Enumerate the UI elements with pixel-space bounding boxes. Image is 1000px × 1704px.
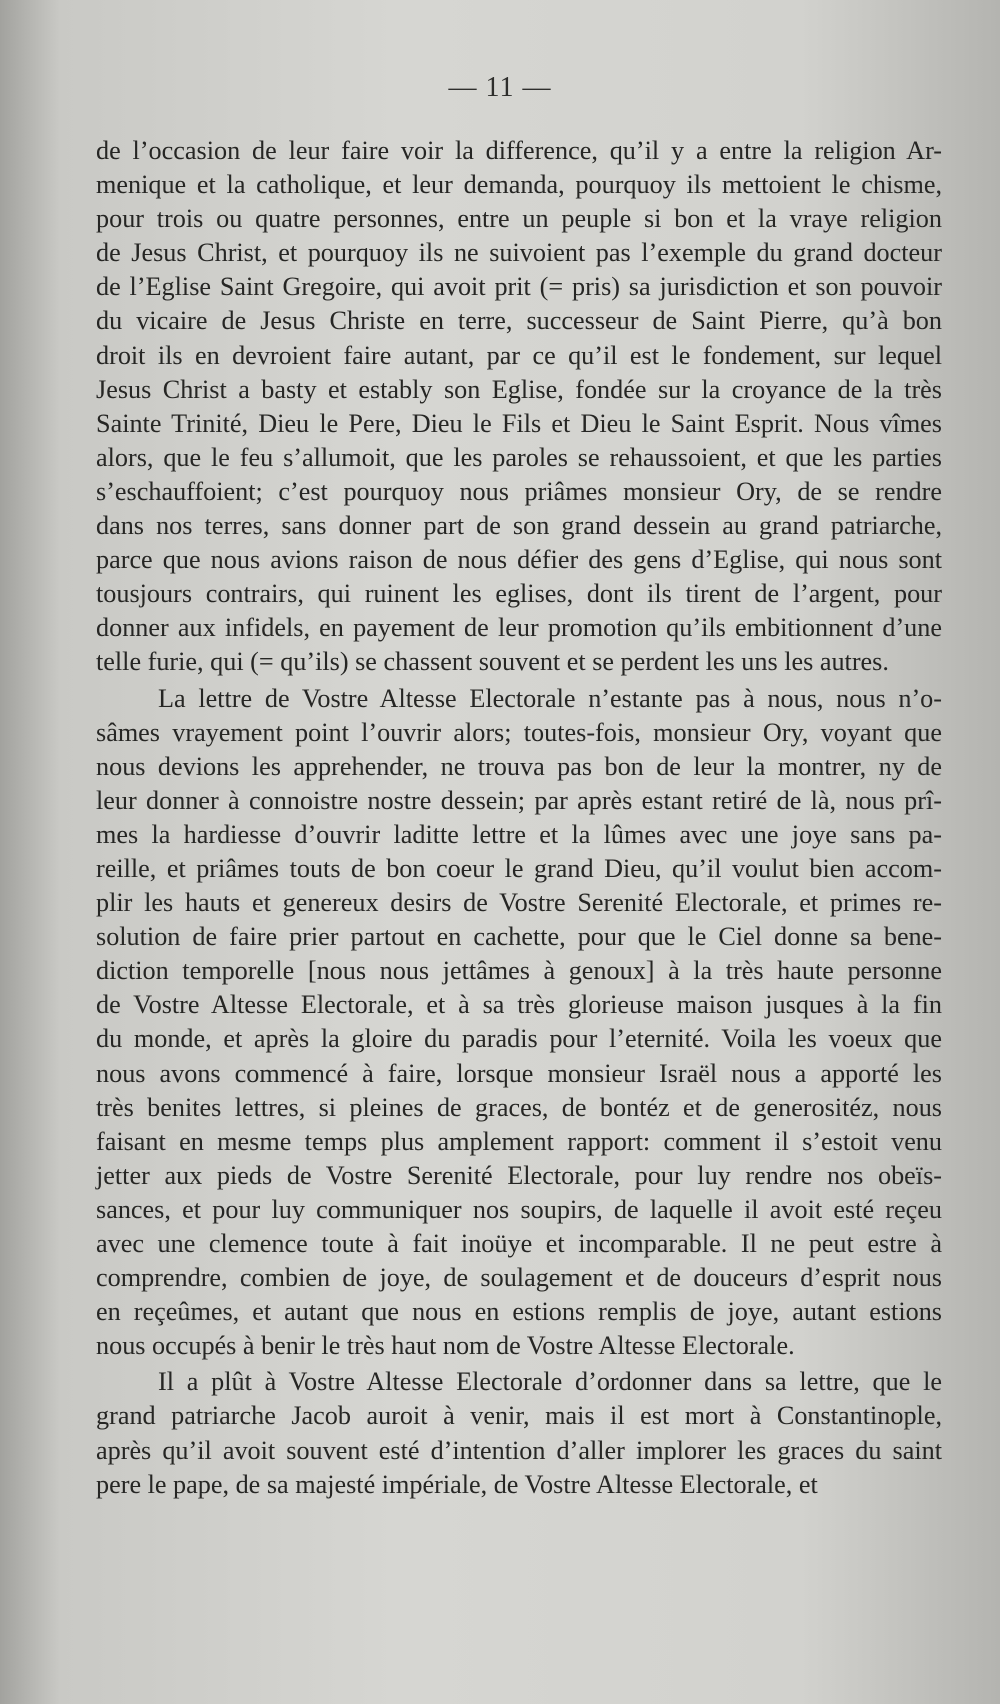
text-line: alors, que le feu s’allumoit, que les paroles se rehaussoient, et que les parties xyxy=(96,442,942,472)
body-text xyxy=(96,134,942,1502)
text-line: nous occupés à benir le très haut nom de Vostre Altesse Electorale. xyxy=(96,1331,795,1361)
text-line: droit ils en devroient faire autant, par ce qu’il est le fondement, sur lequel xyxy=(96,340,942,370)
text-line: du monde, et après la gloire du paradis pour l’eternité. Voila les voeux que xyxy=(96,1024,942,1054)
text-line: pere le pape, de sa majesté impériale, de Vostre Altesse Electorale, et xyxy=(96,1469,818,1499)
text-line: sances, et pour luy communiquer nos soupirs, de laquelle il avoit esté reçeu xyxy=(96,1194,942,1224)
text-line: menique et la catholique, et leur demanda, pourquoy ils mettoient le chisme, xyxy=(96,170,942,200)
paragraph xyxy=(96,1365,942,1501)
text-line: plir les hauts et genereux desirs de Vostre Serenité Electorale, et primes re- xyxy=(96,888,942,918)
text-line: nous devions les apprehender, ne trouva pas bon de leur la montrer, ny de xyxy=(96,751,942,781)
text-line: Sainte Trinité, Dieu le Pere, Dieu le Fils et Dieu le Saint Esprit. Nous vîmes xyxy=(96,408,942,438)
text-line: pour trois ou quatre personnes, entre un peuple si bon et la vraye religion xyxy=(96,204,942,234)
text-line: solution de faire prier partout en cachette, pour que le Ciel donne sa bene- xyxy=(96,922,942,952)
text-line: de l’occasion de leur faire voir la difference, qu’il y a entre la religion Ar- xyxy=(96,136,942,165)
text-line: avec une clemence toute à fait inoüye et incomparable. Il ne peut estre à xyxy=(96,1229,942,1258)
text-line: sâmes vrayement point l’ouvrir alors; toutes-fois, monsieur Ory, voyant que xyxy=(96,717,942,747)
text-line: de Vostre Altesse Electorale, et à sa très glorieuse maison jusques à la fin xyxy=(96,990,942,1020)
text-line: telle furie, qui (= qu’ils) se chassent souvent et se perdent les uns les autres. xyxy=(96,647,889,677)
text-line: tousjours contrairs, qui ruinent les eglises, dont ils tirent de l’argent, pour xyxy=(96,579,942,609)
text-line: donner aux infidels, en payement de leur promotion qu’ils embitionnent d’une xyxy=(96,613,942,643)
text-line: grand patriarche Jacob auroit à venir, mais il est mort à Constantinople, xyxy=(96,1401,942,1431)
paragraph xyxy=(96,134,942,680)
text-line: parce que nous avions raison de nous défier des gens d’Eglise, qui nous sont xyxy=(96,545,942,575)
paragraph xyxy=(96,682,942,1364)
text-line: Il a plût à Vostre Altesse Electorale d’ordonner dans sa lettre, que le xyxy=(158,1367,942,1397)
text-line: diction temporelle [nous nous jettâmes à genoux] à la très haute personne xyxy=(96,956,942,986)
text-line: très benites lettres, si pleines de graces, de bontéz et de generositéz, nous xyxy=(96,1092,942,1122)
text-line: nous avons commencé à faire, lorsque monsieur Israël nous a apporté les xyxy=(96,1058,942,1088)
text-line: du vicaire de Jesus Christe en terre, successeur de Saint Pierre, qu’à bon xyxy=(96,306,942,336)
text-line: comprendre, combien de joye, de soulagement et de douceurs d’esprit nous xyxy=(96,1263,942,1293)
text-line: faisant en mesme temps plus amplement rapport: comment il s’estoit venu xyxy=(96,1126,942,1156)
text-line: mes la hardiesse d’ouvrir laditte lettre et la lûmes avec une joye sans pa- xyxy=(96,819,942,849)
page-number: — 11 — xyxy=(448,72,552,103)
text-line: leur donner à connoistre nostre dessein; par après estant retiré de là, nous prî- xyxy=(96,785,942,815)
text-line: La lettre de Vostre Altesse Electorale n’estante pas à nous, nous n’o- xyxy=(158,683,942,713)
text-line: de l’Eglise Saint Gregoire, qui avoit prit (= pris) sa jurisdiction et son pouvoir xyxy=(96,272,942,302)
text-line: en reçeûmes, et autant que nous en estions remplis de joye, autant estions xyxy=(96,1297,942,1327)
text-line: de Jesus Christ, et pourquoy ils ne suivoient pas l’exemple du grand docteur xyxy=(96,238,942,268)
text-line: dans nos terres, sans donner part de son grand dessein au grand patriarche, xyxy=(96,511,942,541)
text-line: jetter aux pieds de Vostre Serenité Electorale, pour luy rendre nos obeïs- xyxy=(96,1160,942,1190)
text-line: s’eschauffoient; c’est pourquoy nous priâmes monsieur Ory, de se rendre xyxy=(96,476,942,506)
text-line: reille, et priâmes touts de bon coeur le grand Dieu, qu’il voulut bien accom- xyxy=(96,853,942,883)
text-line: après qu’il avoit souvent esté d’intention d’aller implorer les graces du saint xyxy=(96,1435,942,1465)
text-line: Jesus Christ a basty et estably son Eglise, fondée sur la croyance de la très xyxy=(96,374,942,404)
